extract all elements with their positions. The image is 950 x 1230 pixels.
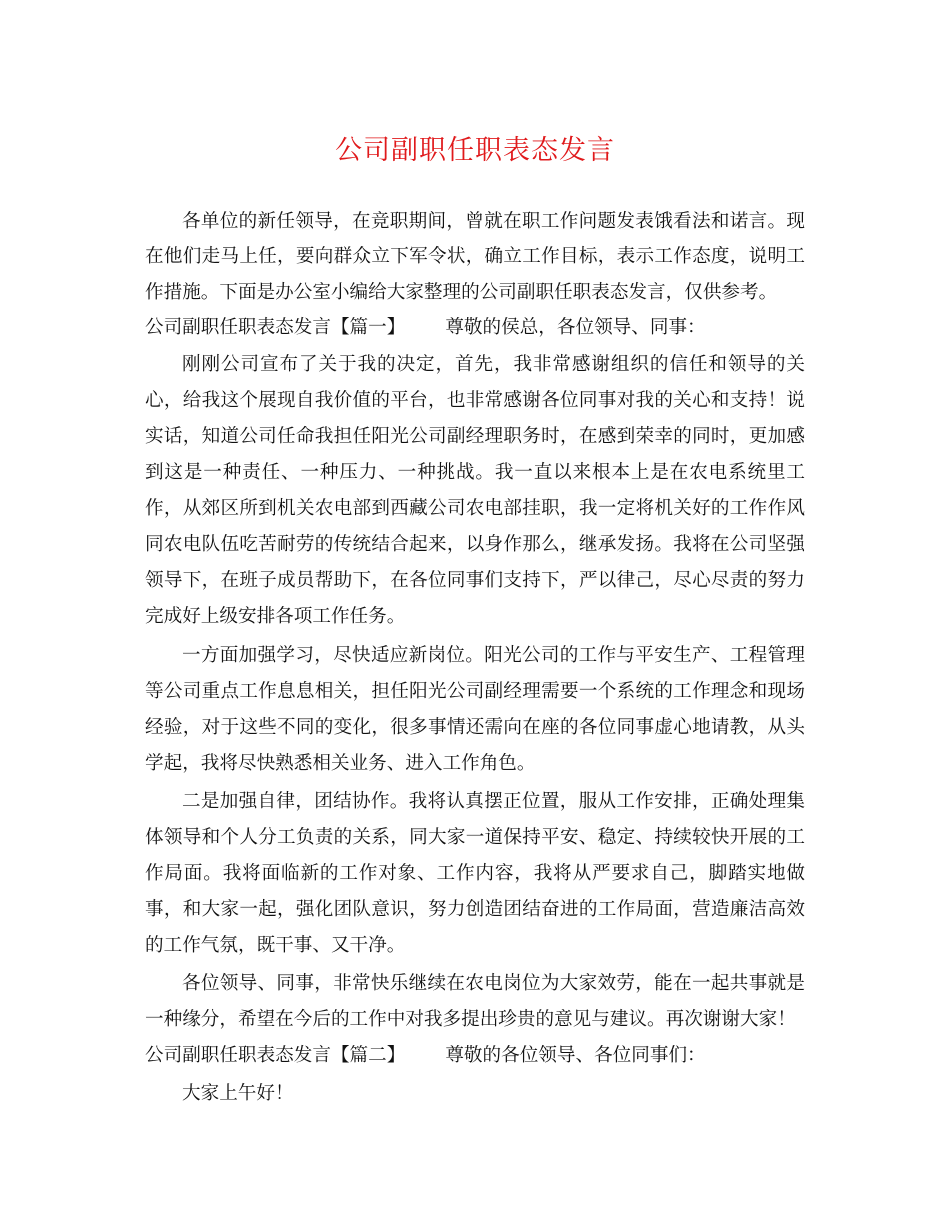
- document-title: 公司副职任职表态发言: [335, 135, 615, 166]
- paragraph-line: 各位领导、同事，非常快乐继续在农电岗位为大家效劳，能在一起共事就是: [182, 973, 805, 994]
- section-2-heading: 公司副职任职表态发言【篇二】: [145, 1045, 406, 1066]
- paragraph-line: 实话，知道公司任命我担任阳光公司副经理职务时，在感到荣幸的同时，更加感: [145, 426, 805, 447]
- paragraph-line: 刚刚公司宣布了关于我的决定，首先，我非常感谢组织的信任和领导的关: [182, 354, 805, 375]
- paragraph-line: 完成好上级安排各项工作任务。: [145, 606, 406, 627]
- paragraph-line: 二是加强自律，团结协作。我将认真摆正位置，服从工作安排，正确处理集: [182, 791, 805, 812]
- paragraph-line: 到这是一种责任、一种压力、一种挑战。我一直以来根本上是在农电系统里工: [145, 462, 805, 483]
- closing-line: 大家上午好！: [182, 1083, 294, 1104]
- section-1-greeting: 尊敬的侯总，各位领导、同事：: [445, 317, 706, 338]
- paragraph-line: 心，给我这个展现自我价值的平台，也非常感谢各位同事对我的关心和支持！说: [145, 390, 805, 411]
- paragraph-line: 的工作气氛，既干事、又干净。: [145, 935, 406, 956]
- paragraph-line: 等公司重点工作息息相关，担任阳光公司副经理需要一个系统的工作理念和现场: [145, 681, 805, 702]
- section-heading-line: [145, 316, 805, 340]
- paragraph-line: 学起，我将尽快熟悉相关业务、进入工作角色。: [145, 753, 536, 774]
- paragraph-line: 同农电队伍吃苦耐劳的传统结合起来，以身作那么，继承发扬。我将在公司坚强: [145, 534, 805, 555]
- intro-line: 各单位的新任领导，在竞职期间，曾就在职工作问题发表饿看法和诺言。现: [182, 211, 805, 232]
- paragraph-line: 一方面加强学习，尽快适应新岗位。阳光公司的工作与平安生产、工程管理: [182, 645, 805, 666]
- section-2-greeting: 尊敬的各位领导、各位同事们：: [445, 1045, 706, 1066]
- paragraph-line: 作，从郊区所到机关农电部到西藏公司农电部挂职，我一定将机关好的工作作风: [145, 498, 805, 519]
- section-heading-line: [145, 1044, 805, 1068]
- paragraph-line: 领导下，在班子成员帮助下，在各位同事们支持下，严以律己，尽心尽责的努力: [145, 570, 805, 591]
- paragraph-line: 作局面。我将面临新的工作对象、工作内容，我将从严要求自己，脚踏实地做: [145, 863, 805, 884]
- intro-line: 作措施。下面是办公室小编给大家整理的公司副职任职表态发言，仅供参考。: [145, 282, 778, 303]
- paragraph-line: 一种缘分，希望在今后的工作中对我多提出珍贵的意见与建议。再次谢谢大家！: [145, 1009, 796, 1030]
- paragraph-line: 事，和大家一起，强化团队意识，努力创造团结奋进的工作局面，营造廉洁高效: [145, 899, 805, 920]
- intro-line: 在他们走马上任，要向群众立下军令状，确立工作目标，表示工作态度，说明工: [145, 246, 805, 267]
- paragraph-line: 体领导和个人分工负责的关系，同大家一道保持平安、稳定、持续较快开展的工: [145, 827, 805, 848]
- paragraph-line: 经验，对于这些不同的变化，很多事情还需向在座的各位同事虚心地请教，从头: [145, 717, 805, 738]
- section-1-heading: 公司副职任职表态发言【篇一】: [145, 317, 406, 338]
